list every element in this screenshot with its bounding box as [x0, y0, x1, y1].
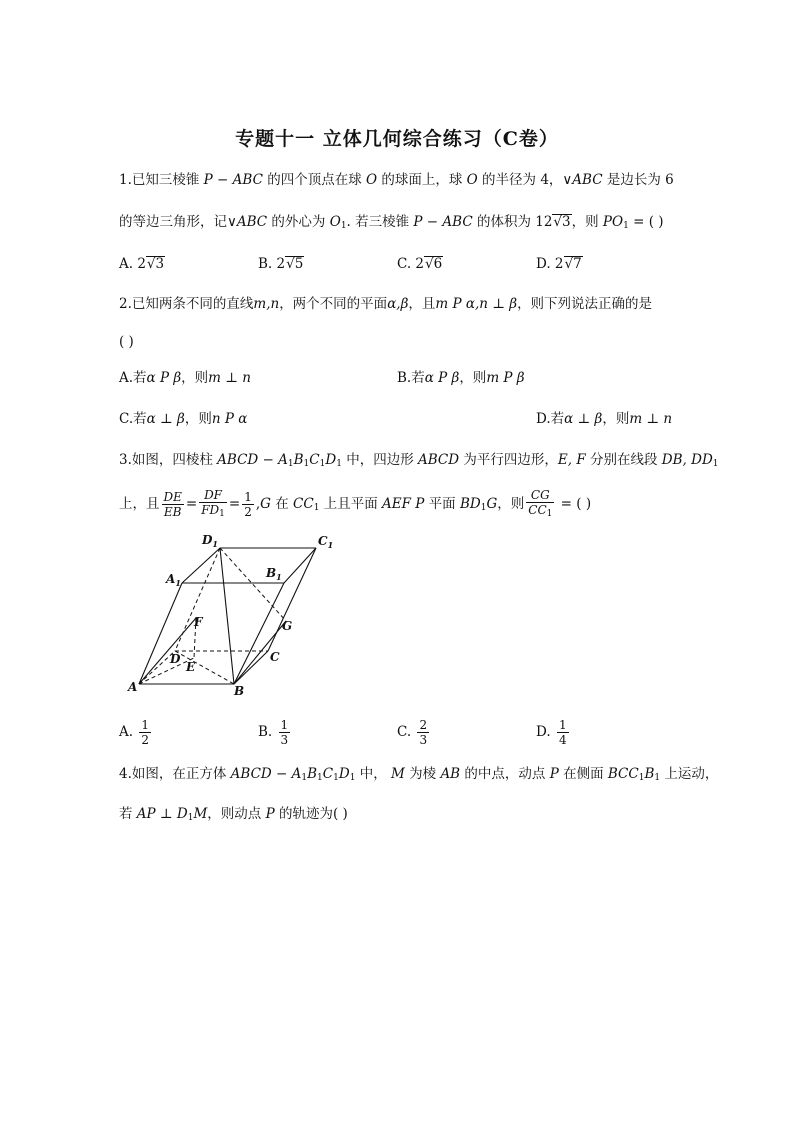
q1-text: 1.已知三棱锥 — [119, 172, 204, 188]
q1-text: = ( ) — [628, 214, 664, 230]
label-c1: $C_1$ — [318, 534, 334, 550]
radicand: 6 — [433, 256, 443, 272]
label-a: A — [128, 680, 138, 694]
q3-abcd: ABCD — [418, 452, 460, 468]
q1-text: ，则 — [571, 214, 603, 230]
radicand: 3 — [155, 256, 165, 272]
q4-text: ，则动点 — [207, 806, 266, 822]
sqrt: √6 — [425, 256, 443, 272]
subscript: 1 — [219, 509, 225, 519]
frac-half — [242, 490, 254, 519]
q3-text: , — [255, 496, 261, 512]
subscript: 1 — [340, 221, 347, 231]
q2-line1 — [119, 294, 652, 314]
option-label: B. — [258, 724, 277, 740]
frac-den-text: CC — [528, 503, 547, 517]
q1-text: . 若三棱锥 — [346, 214, 414, 230]
option-mid: ，则 — [181, 370, 209, 386]
label-b1: $B_1$ — [266, 566, 282, 582]
q1-text: 的半径为 4， — [477, 172, 563, 188]
option-label: A. 2 — [119, 256, 146, 272]
q2-line2: ( ) — [119, 334, 134, 350]
q2-option-a[interactable] — [119, 368, 251, 388]
option-frac — [279, 718, 291, 747]
subscript: 1 — [638, 773, 645, 783]
option-frac — [417, 718, 429, 747]
option-res: m ⊥ n — [629, 411, 673, 427]
sqrt-3: √3 — [553, 214, 571, 230]
q1-o: O — [466, 172, 478, 188]
option-prefix: C.若 — [119, 411, 147, 427]
option-mid: ，则 — [459, 370, 487, 386]
q1-text: 的等边三角形，记 — [119, 214, 227, 230]
q1-o: O — [366, 172, 378, 188]
q3-prism: ABCD − A — [217, 452, 288, 468]
q3-text: 上，且 — [119, 496, 160, 512]
option-cond: α P β — [146, 370, 182, 386]
edge-af — [139, 618, 196, 684]
subscript: 1 — [336, 459, 342, 469]
subscript: 1 — [349, 773, 356, 783]
q1-text: 的球面上，球 — [377, 172, 467, 188]
edge-d1b — [220, 548, 234, 684]
subscript: 1 — [333, 773, 339, 783]
radicand: 7 — [573, 256, 582, 272]
q4-b1: B — [644, 766, 655, 782]
subscript: 1 — [303, 459, 310, 469]
subscript: 1 — [623, 221, 629, 231]
q1-o1: O — [329, 214, 341, 230]
q2-text: ，两个不同的平面 — [279, 296, 388, 312]
label-b: B — [234, 684, 245, 698]
q3-text: 上且平面 — [319, 496, 383, 512]
q1-line1 — [119, 170, 674, 190]
option-mid: ，则 — [602, 411, 630, 427]
q2-text: ，则下列说法正确的是 — [517, 296, 653, 312]
edge-aux — [175, 583, 182, 651]
q3-d: D — [325, 452, 337, 468]
q3-g: G — [486, 496, 498, 512]
subscript: 1 — [313, 503, 320, 513]
q1-po1: PO — [602, 214, 624, 230]
edge-d1a1 — [182, 548, 220, 583]
q4-b: B — [307, 766, 318, 782]
subscript: 1 — [654, 773, 661, 783]
option-frac — [557, 718, 569, 747]
frac-den: 3 — [280, 733, 289, 747]
q4-p: P — [549, 766, 559, 782]
edge-b1c1 — [284, 548, 316, 583]
subscript: 1 — [317, 773, 323, 783]
option-prefix: B.若 — [397, 370, 425, 386]
subscript: 1 — [480, 503, 487, 513]
option-label: D. 2 — [536, 256, 564, 272]
q3-text: 3.如图，四棱柱 — [119, 452, 218, 468]
frac-num: DE — [163, 490, 182, 504]
q3-b: B — [293, 452, 304, 468]
edge-db — [175, 651, 234, 684]
frac-num: DF — [199, 488, 227, 503]
q3-bd1g: BD — [459, 496, 481, 512]
option-prefix: A.若 — [119, 370, 147, 386]
q3-text: 中，四边形 — [341, 452, 419, 468]
frac-den-text: FD — [201, 503, 220, 517]
q1-text: 的四个顶点在球 — [262, 172, 366, 188]
frac-den: 2 — [141, 733, 149, 747]
option-res: m ⊥ n — [208, 370, 251, 386]
q2-option-c[interactable] — [119, 409, 247, 429]
label-g: G — [282, 619, 293, 633]
q3-g: G — [260, 496, 271, 512]
option-prefix: D.若 — [536, 411, 565, 427]
q4-line2 — [119, 804, 348, 828]
q1-option-c[interactable] — [397, 254, 443, 274]
q1-text: 的体积为 12 — [472, 214, 553, 230]
label-e: E — [186, 660, 196, 674]
q3-cc1: CC — [293, 496, 314, 512]
frac-num: 1 — [558, 718, 567, 732]
label-c: C — [270, 650, 280, 664]
q3-text: 平面 — [424, 496, 460, 512]
q4-text: 为棱 — [404, 766, 441, 782]
q1-line2 — [119, 212, 664, 236]
q3-text: 在 — [270, 496, 294, 512]
q4-ab: AB — [440, 766, 461, 782]
q1-option-b[interactable] — [258, 254, 304, 274]
option-label: D. — [536, 724, 555, 740]
q4-text: 上运动， — [660, 766, 719, 782]
subscript: 1 — [287, 459, 294, 469]
q3-text: 分别在线段 — [585, 452, 662, 468]
label-f: F — [194, 615, 203, 629]
subscript: 1 — [712, 459, 719, 469]
radicand: 5 — [294, 256, 304, 272]
q3-option-d[interactable] — [536, 718, 571, 747]
q4-m: M — [391, 766, 405, 782]
option-label: C. — [397, 724, 416, 740]
option-cond: α ⊥ β — [564, 411, 603, 427]
subscript: 1 — [319, 459, 326, 469]
q4-text: 中， — [355, 766, 392, 782]
frac-cg-cc1 — [526, 488, 554, 521]
q3-text: = ( ) — [556, 496, 592, 512]
q4-text: 4.如图，在正方体 — [119, 766, 231, 782]
frac-den: EB — [163, 505, 182, 519]
q3-ef: E, F — [557, 452, 586, 468]
q2-text: ，且 — [408, 296, 436, 312]
q4-m: M — [193, 806, 208, 822]
edge-d1g — [220, 548, 286, 621]
q3-option-a[interactable] — [119, 718, 153, 747]
q4-text: 的中点，动点 — [460, 766, 550, 782]
frac-den — [199, 503, 227, 521]
q3-line1 — [119, 450, 719, 474]
q1-triangle: ∨ABC — [562, 172, 603, 188]
sqrt: √5 — [286, 256, 304, 272]
q1-triangle: ∨ABC — [227, 214, 268, 230]
label-d: D — [170, 652, 181, 666]
option-label: B. 2 — [258, 256, 286, 272]
edge-bc — [234, 651, 268, 684]
option-frac — [139, 718, 151, 747]
q4-p: P — [265, 806, 275, 822]
q3-text: 为平行四边形， — [459, 452, 558, 468]
radicand: 3 — [562, 214, 571, 230]
option-mid: ，则 — [184, 411, 212, 427]
option-label: A. — [119, 724, 138, 740]
option-cond: α ⊥ β — [146, 411, 185, 427]
q3-text: ，则 — [497, 496, 525, 512]
q3-segments: DB, DD — [661, 452, 713, 468]
label-d1: $D_1$ — [202, 533, 218, 549]
sqrt: √3 — [146, 256, 165, 272]
q1-option-a[interactable] — [119, 254, 165, 274]
q4-cube: ABCD − A — [230, 766, 302, 782]
q1-pabc: P − ABC — [203, 172, 263, 188]
edge-a1a — [139, 583, 182, 684]
q3-line2: 上，且 $\frac{DE}{EB}$ = $\frac{DF}{FD_1}$ = $\frac{1}{2}$ ,G 在 $CC_1$ 上且平面 AEF P 平面 $BD_1G$，则 $\frac{CG}{CC_1}$ = ( ) — [119, 488, 592, 519]
q4-text: 若 — [119, 806, 137, 822]
frac-den: 2 — [244, 505, 252, 519]
label-a1: $A_1$ — [166, 572, 181, 588]
q2-text: 2.已知两条不同的直线 — [119, 296, 254, 312]
frac-den — [526, 503, 554, 521]
frac-num: CG — [526, 488, 554, 503]
q3-option-b[interactable] — [258, 718, 292, 747]
frac-df-fd1 — [199, 488, 227, 521]
option-cond: α P β — [424, 370, 460, 386]
edge-c1c — [268, 548, 316, 651]
edge-d1d — [175, 548, 220, 651]
frac-num: 1 — [141, 718, 149, 732]
q4-text: 在侧面 — [558, 766, 608, 782]
q1-text: 是边长为 6 — [602, 172, 674, 188]
q2-alpha-beta: α,β — [387, 296, 409, 312]
q1-option-d[interactable] — [536, 254, 583, 274]
frac-den: 4 — [558, 733, 567, 747]
option-res: n P α — [211, 411, 248, 427]
q4-face: BCC — [607, 766, 639, 782]
subscript: 1 — [187, 813, 194, 823]
q3-c: C — [309, 452, 320, 468]
subscript: 1 — [301, 773, 308, 783]
frac-num: 1 — [280, 718, 289, 732]
q4-ap: AP ⊥ D — [136, 806, 188, 822]
frac-den: 3 — [419, 733, 428, 747]
q4-line1 — [119, 764, 718, 788]
q4-text: 的轨迹为( ) — [274, 806, 348, 822]
prism-figure — [124, 528, 344, 700]
subscript: 1 — [546, 509, 553, 519]
q2-option-b[interactable] — [397, 368, 525, 388]
frac-num: 1 — [244, 490, 252, 504]
q3-option-c[interactable] — [397, 718, 431, 747]
q1-text: 的外心为 — [267, 214, 330, 230]
q2-option-d[interactable] — [536, 409, 672, 429]
option-label: C. 2 — [397, 256, 425, 272]
page-title: 专题十一 立体几何综合练习（C卷） — [235, 128, 559, 150]
q4-c: C — [322, 766, 334, 782]
option-res: m P β — [486, 370, 525, 386]
q1-pabc: P − ABC — [413, 214, 473, 230]
frac-de-eb — [162, 490, 184, 519]
q2-condition: m P α,n ⊥ β — [435, 296, 518, 312]
frac-num: 2 — [419, 718, 428, 732]
q3-aef: AEF P — [382, 496, 425, 512]
q4-d: D — [338, 766, 350, 782]
sqrt: √7 — [564, 256, 582, 272]
q2-mn: m,n — [253, 296, 280, 312]
